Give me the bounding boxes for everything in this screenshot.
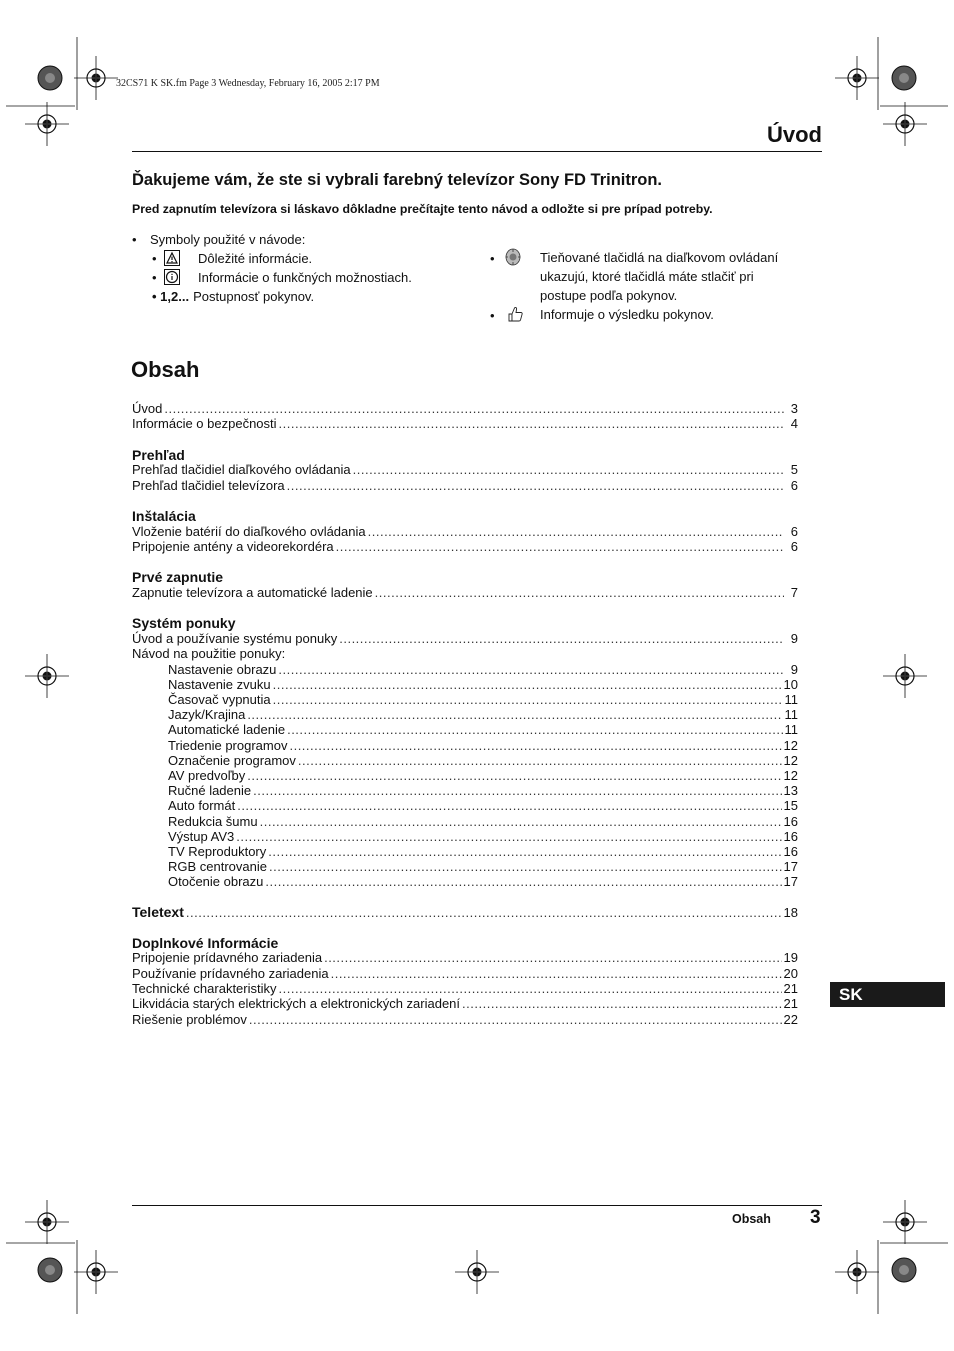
- toc-page-number: 5: [790, 462, 798, 478]
- toc-entry-label: Zapnutie televízora a automatické ladenie: [132, 584, 373, 600]
- toc-page-number: 11: [784, 707, 798, 723]
- toc-entry[interactable]: [132, 524, 798, 540]
- toc-page-number: 11: [784, 722, 798, 738]
- toc-entry-label: Úvod: [132, 401, 163, 416]
- list-item: • 1,2... Postupnosť pokynov.: [152, 289, 315, 304]
- toc-title: Obsah: [131, 357, 200, 382]
- toc-entry[interactable]: [132, 462, 798, 478]
- toc-entry-label: Pripojenie antény a videorekordéra: [132, 539, 334, 554]
- toc-entry[interactable]: [132, 904, 798, 920]
- toc-page-number: 11: [784, 692, 798, 707]
- toc-entry-label: Nastavenie zvuku: [168, 676, 271, 692]
- toc-leader-dots: [265, 874, 781, 890]
- toc-leader-dots: [353, 462, 784, 478]
- toc-leader-dots: [249, 1012, 782, 1028]
- toc-leader-dots: [375, 585, 784, 601]
- toc-entry-label: Informácie o bezpečnosti: [132, 416, 277, 432]
- toc-leader-dots: [237, 798, 781, 814]
- toc-entry[interactable]: [132, 401, 798, 417]
- toc-leader-dots: [462, 996, 782, 1012]
- list-item: • Dôležité informácie.: [152, 251, 313, 266]
- toc-entry[interactable]: [132, 950, 798, 966]
- toc-entry[interactable]: [132, 539, 798, 555]
- toc-page-number: 6: [790, 477, 798, 493]
- toc-page-number: 9: [790, 661, 798, 677]
- toc-entry-label: TV Reproduktory: [168, 844, 267, 859]
- toc-leader-dots: [287, 722, 782, 738]
- toc-page-number: 19: [783, 950, 798, 966]
- section-title: Úvod: [767, 122, 822, 147]
- toc-entry[interactable]: [132, 798, 798, 814]
- toc-leader-dots: [339, 631, 784, 647]
- toc-entry[interactable]: [132, 662, 798, 678]
- toc-entry[interactable]: [132, 677, 798, 693]
- toc-page-number: 6: [790, 539, 798, 554]
- toc-entry-label: Riešenie problémov: [132, 1011, 247, 1027]
- toc-section-heading: Inštalácia: [132, 508, 196, 525]
- info-icon: [164, 269, 180, 285]
- footer-divider: [132, 1205, 822, 1206]
- toc-entry[interactable]: [132, 738, 798, 754]
- symbol-description: ukazujú, ktoré tlačidlá máte stlačiť pri: [540, 269, 754, 284]
- toc-leader-dots: [236, 829, 781, 845]
- toc-entry[interactable]: [132, 478, 798, 494]
- toc-page-number: 12: [783, 768, 798, 783]
- step-prefix: 1,2...: [160, 289, 190, 304]
- toc-leader-dots: [247, 707, 782, 723]
- symbol-list: [132, 230, 412, 306]
- toc-entry-label: Ručné ladenie: [168, 783, 252, 799]
- toc-page-number: 4: [790, 416, 798, 432]
- toc-leader-dots: [298, 753, 782, 769]
- toc-entry-label: AV predvoľby: [168, 768, 246, 783]
- toc-entry[interactable]: [132, 996, 798, 1012]
- list-item: • Symboly použité v návode:: [132, 232, 306, 247]
- toc-page-number: 20: [783, 965, 798, 981]
- toc-entry[interactable]: [132, 874, 798, 890]
- toc-entry-label: Likvidácia starých elektrických a elektronických zariadení: [132, 996, 461, 1012]
- toc-entry-label: Návod na použitie ponuky:: [132, 646, 286, 662]
- symbol-description: Tieňované tlačidlá na diaľkovom ovládaní: [540, 250, 779, 265]
- symbol-description: postupe podľa pokynov.: [540, 288, 678, 303]
- toc-entry[interactable]: [132, 585, 798, 601]
- toc-entry-label: RGB centrovanie: [168, 859, 267, 875]
- footer-section-label: Obsah: [732, 1212, 771, 1226]
- toc-leader-dots: [186, 905, 782, 921]
- toc-entry[interactable]: [132, 829, 798, 845]
- toc-entry[interactable]: [132, 859, 798, 875]
- toc-entry[interactable]: [132, 814, 798, 830]
- toc-leader-dots: [253, 783, 781, 799]
- toc-page-number: 18: [783, 904, 798, 920]
- toc-leader-dots: [268, 844, 781, 860]
- intro-text: Pred zapnutím televízora si láskavo dôkladne prečítajte tento návod a odložte si pre prípad potreby.: [132, 202, 713, 216]
- toc-entry[interactable]: [132, 707, 798, 723]
- toc-entry-label: Automatické ladenie: [168, 722, 286, 738]
- toc-entry[interactable]: [132, 1012, 798, 1028]
- toc-page-number: 12: [783, 737, 798, 753]
- toc-entry-label: Nastavenie obrazu: [168, 661, 277, 677]
- toc-page-number: 13: [783, 783, 798, 799]
- language-tab: SK: [830, 982, 945, 1007]
- toc-section-heading: Systém ponuky: [132, 615, 236, 632]
- toc-entry-label: Úvod a používanie systému ponuky: [132, 630, 338, 646]
- toc-entry[interactable]: [132, 692, 798, 708]
- toc-leader-dots: [287, 478, 784, 494]
- toc-entry-label: Pripojenie prídavného zariadenia: [132, 950, 323, 966]
- toc-page-number: 16: [783, 828, 798, 844]
- toc-page-number: 15: [783, 798, 798, 814]
- toc-entry-label: Technické charakteristiky: [132, 980, 277, 996]
- toc-page-number: 3: [790, 401, 798, 416]
- symbol-description: Informuje o výsledku pokynov.: [540, 307, 714, 322]
- toc-entry-label: Označenie programov: [168, 752, 296, 768]
- toc-entry[interactable]: [132, 753, 798, 769]
- toc-entry[interactable]: [132, 981, 798, 997]
- toc-page-number: 7: [790, 584, 798, 600]
- toc-entry-label: Triedenie programov: [168, 737, 288, 753]
- toc-page-number: 17: [783, 874, 798, 890]
- thumbs-up-icon: [506, 305, 522, 321]
- toc-page-number: 12: [783, 752, 798, 768]
- symbol-description: Postupnosť pokynov.: [193, 289, 315, 304]
- toc-leader-dots: [278, 662, 784, 678]
- toc-entry-label: Výstup AV3: [168, 828, 235, 844]
- toc-entry-label: Redukcia šumu: [168, 813, 258, 829]
- toc-section-heading: Prvé zapnutie: [132, 569, 224, 586]
- toc-entry[interactable]: [132, 966, 798, 982]
- toc-leader-dots: [331, 966, 782, 982]
- list-item: • Tieňované tlačidlá na diaľkovom ovládaní ukazujú, ktoré tlačidlá máte stlačiť pri postupe podľa pokynov.: [490, 250, 779, 303]
- symbols-heading: Symboly použité v návode:: [150, 232, 306, 247]
- toc-page-number: 21: [783, 980, 798, 996]
- warning-icon: [164, 250, 180, 266]
- toc-page-number: 17: [783, 859, 798, 875]
- toc-entry[interactable]: [132, 416, 798, 432]
- symbol-description: Informácie o funkčných možnostiach.: [198, 270, 412, 285]
- toc-section-heading: Prehľad: [132, 446, 185, 463]
- toc-leader-dots: [269, 859, 782, 875]
- toc-leader-dots: [279, 416, 784, 432]
- toc-section-heading: Doplnkové Informácie: [132, 934, 279, 951]
- toc-leader-dots: [273, 692, 783, 708]
- toc-leader-dots: [279, 981, 782, 997]
- toc-page-number: 16: [783, 844, 798, 859]
- toc-leader-dots: [324, 950, 781, 966]
- toc-entry-label: Otočenie obrazu: [168, 874, 264, 890]
- toc-leader-dots: [336, 539, 784, 555]
- shaded-buttons-icon: [504, 248, 520, 264]
- toc-entry[interactable]: [132, 783, 798, 799]
- list-item: • Informuje o výsledku pokynov.: [490, 307, 714, 323]
- header-divider: [132, 151, 822, 152]
- toc-plain-line: [132, 646, 798, 662]
- toc-entry[interactable]: [132, 631, 798, 647]
- toc-entry[interactable]: [132, 722, 798, 738]
- page-subtitle: Ďakujeme vám, že ste si vybrali farebný televízor Sony FD Trinitron.: [132, 171, 663, 189]
- toc-entry-label: Prehľad tlačidiel diaľkového ovládania: [132, 462, 351, 478]
- file-info: 32CS71 K SK.fm Page 3 Wednesday, February 16, 2005 2:17 PM: [116, 78, 380, 89]
- toc-leader-dots: [289, 738, 781, 754]
- toc-leader-dots: [164, 401, 784, 417]
- toc-leader-dots: [273, 677, 782, 693]
- toc-entry-label: Používanie prídavného zariadenia: [132, 965, 329, 981]
- list-item: • Informácie o funkčných možnostiach.: [152, 270, 412, 285]
- toc-page-number: 21: [783, 996, 798, 1012]
- toc-page-number: 6: [790, 523, 798, 539]
- toc-page-number: 16: [783, 813, 798, 829]
- toc-leader-dots: [247, 768, 781, 784]
- toc-page-number: 10: [783, 676, 798, 692]
- toc-entry[interactable]: [132, 844, 798, 860]
- page-number: 3: [810, 1207, 821, 1228]
- toc-entry-label: Teletext: [132, 903, 184, 920]
- toc-leader-dots: [368, 524, 784, 540]
- toc-leader-dots: [260, 814, 782, 830]
- toc-entry-label: Jazyk/Krajina: [168, 707, 246, 723]
- toc-entry-label: Časovač vypnutia: [168, 692, 271, 707]
- toc-page-number: 9: [790, 630, 798, 646]
- symbol-description: Dôležité informácie.: [198, 251, 313, 266]
- toc-entry[interactable]: [132, 768, 798, 784]
- toc-page-number: 22: [783, 1011, 798, 1027]
- toc-entry-label: Vloženie batérií do diaľkového ovládania: [132, 523, 366, 539]
- toc-entry-label: Prehľad tlačidiel televízora: [132, 477, 285, 493]
- toc-entry-label: Auto formát: [168, 798, 236, 814]
- symbol-list-right: [490, 248, 790, 323]
